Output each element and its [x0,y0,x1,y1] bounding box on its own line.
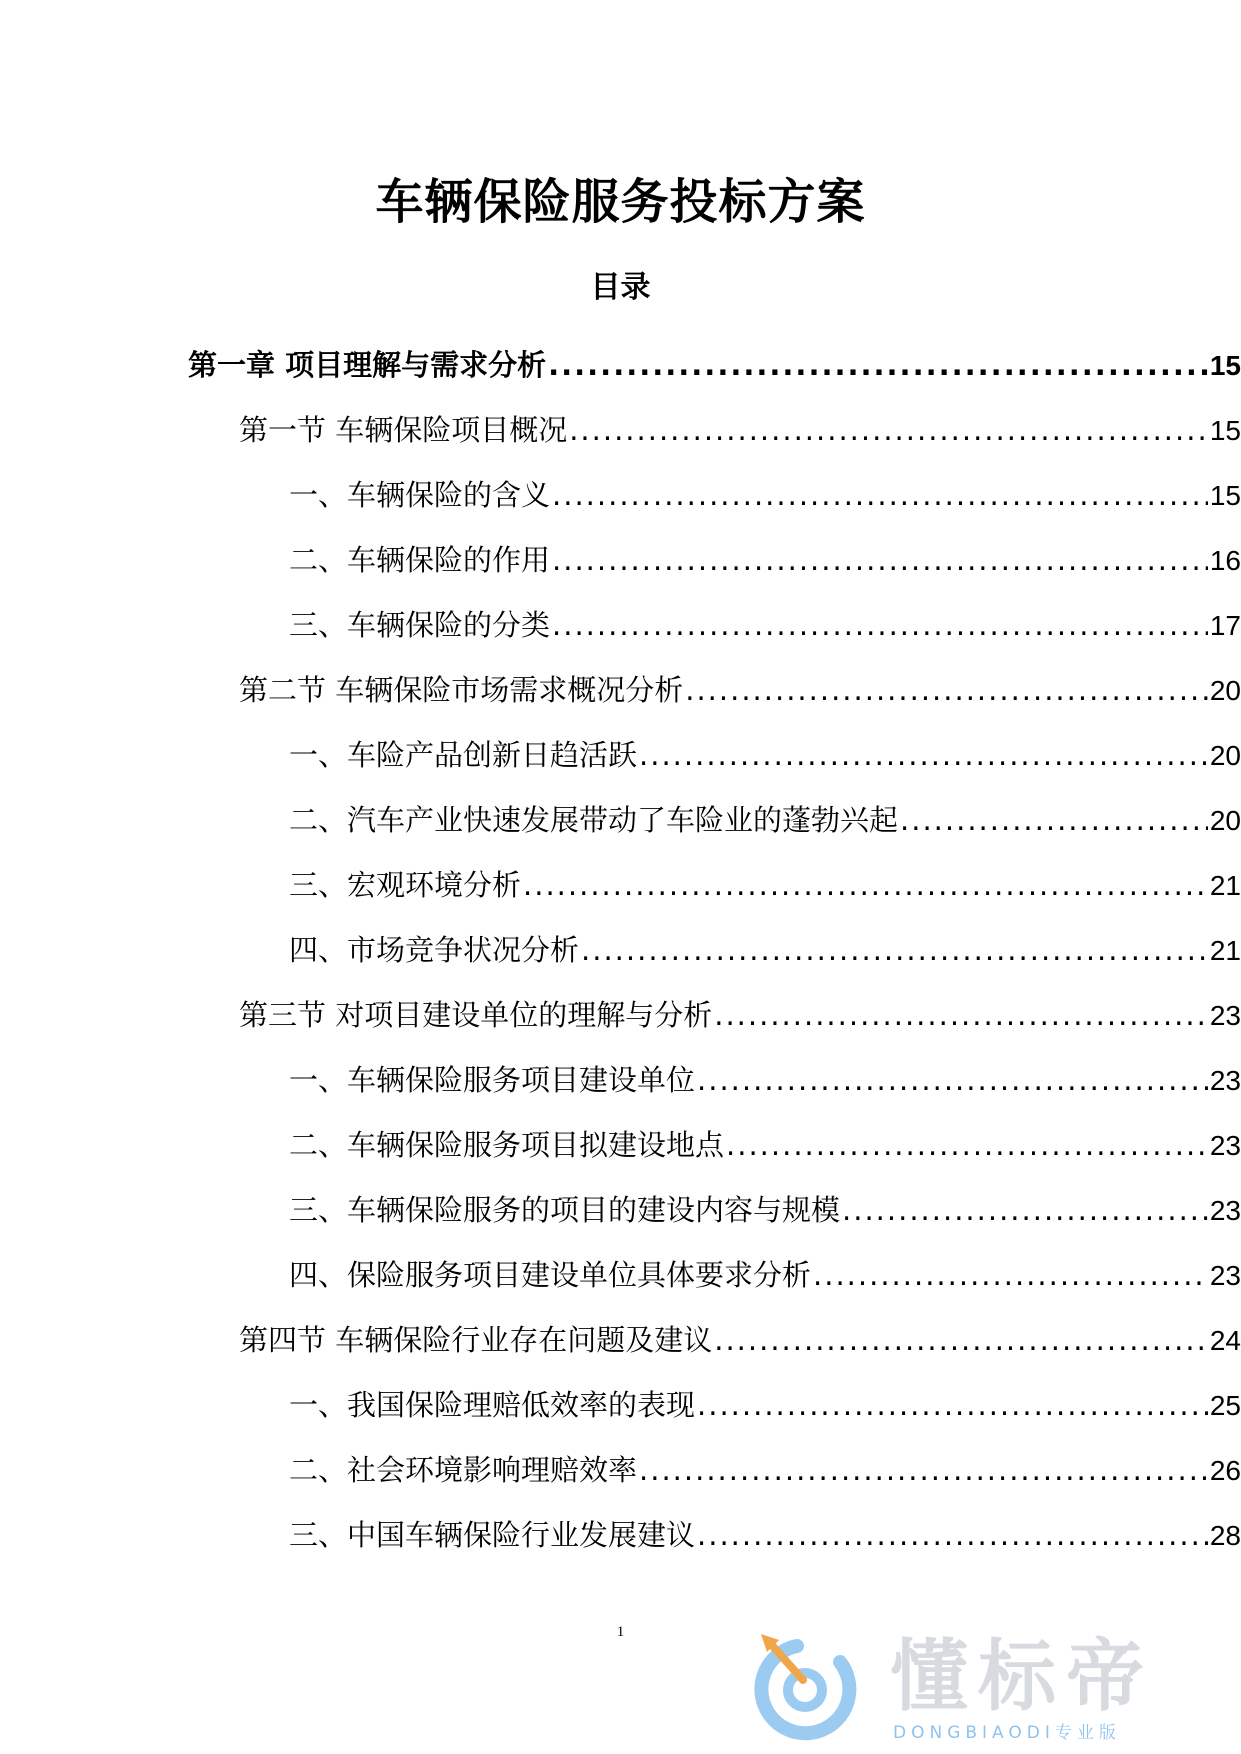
toc-entry-page: 26 [1209,1455,1241,1486]
dot-leader [639,736,1208,774]
toc-entry-page: 20 [1209,675,1241,706]
dot-leader [697,1516,1208,1554]
toc-entry-page: 23 [1209,1000,1241,1031]
toc-entry-page: 28 [1209,1520,1241,1551]
toc-entry-label: 第一节 车辆保险项目概况 [239,413,568,447]
dot-leader [900,801,1208,839]
toc-entry-label: 二、汽车产业快速发展带动了车险业的蓬勃兴起 [289,803,899,837]
toc-entry-label: 三、车辆保险服务的项目的建设内容与规模 [289,1193,841,1227]
toc-entry-page: 15 [1209,415,1241,446]
dot-leader [685,671,1208,709]
toc-entry-label: 一、我国保险理赔低效率的表现 [289,1388,696,1422]
toc-entry[interactable] [0,1308,1241,1373]
toc-entry-page: 21 [1209,935,1241,966]
toc-entry[interactable] [0,853,1241,918]
toc-entry[interactable] [0,528,1241,593]
toc-entry-page: 15 [1209,350,1241,381]
toc-entry[interactable] [0,398,1241,463]
toc-entry-label: 第三节 对项目建设单位的理解与分析 [239,998,713,1032]
toc-entry[interactable] [0,658,1241,723]
toc-entry[interactable] [0,1178,1241,1243]
toc-entry-page: 21 [1209,870,1241,901]
toc-entry-label: 二、社会环境影响理赔效率 [289,1453,638,1487]
dot-leader [639,1451,1208,1489]
toc-entry-page: 20 [1209,805,1241,836]
toc-entry-page: 15 [1209,480,1241,511]
toc-heading: 目录 [590,270,651,305]
toc-entry[interactable] [0,983,1241,1048]
dot-leader [842,1191,1208,1229]
dot-leader [523,866,1208,904]
dot-leader [548,346,1208,384]
toc-entry-page: 16 [1209,545,1241,576]
toc-entry-page: 23 [1209,1195,1241,1226]
toc-entry-label: 第一章 项目理解与需求分析 [188,348,547,382]
dot-leader [714,996,1208,1034]
toc-entry-label: 第二节 车辆保险市场需求概况分析 [239,673,684,707]
dot-leader [697,1386,1208,1424]
toc-entry[interactable] [0,1373,1241,1438]
toc-entry-page: 20 [1209,740,1241,771]
toc-entry[interactable] [0,1113,1241,1178]
toc-entry-label: 三、宏观环境分析 [289,868,522,902]
watermark-brand: 懂标帝 [890,1632,1155,1722]
toc-entry-label: 二、车辆保险服务项目拟建设地点 [289,1128,725,1162]
document-title: 车辆保险服务投标方案 [375,174,866,230]
toc-entry-page: 25 [1209,1390,1241,1421]
toc-entry[interactable] [0,1048,1241,1113]
watermark-subtitle: DONGBIAODI专业版 [893,1723,1121,1743]
toc-entry[interactable] [0,333,1241,398]
toc-entry[interactable] [0,463,1241,528]
toc-entry-label: 三、中国车辆保险行业发展建议 [289,1518,696,1552]
toc-entry-page: 17 [1209,610,1241,641]
table-of-contents [0,333,1241,1568]
dot-leader [581,931,1208,969]
toc-entry[interactable] [0,788,1241,853]
toc-entry-label: 一、车险产品创新日趋活跃 [289,738,638,772]
dot-leader [552,476,1208,514]
watermark [745,1630,1225,1750]
dot-leader [813,1256,1208,1294]
toc-entry-page: 23 [1209,1065,1241,1096]
toc-entry-page: 23 [1209,1130,1241,1161]
page-number: 1 [616,1624,625,1640]
toc-entry[interactable] [0,1438,1241,1503]
toc-entry-label: 三、车辆保险的分类 [289,608,551,642]
dot-leader [726,1126,1208,1164]
toc-entry-label: 二、车辆保险的作用 [289,543,551,577]
toc-entry[interactable] [0,1243,1241,1308]
toc-entry-label: 四、保险服务项目建设单位具体要求分析 [289,1258,812,1292]
target-arrow-icon [745,1630,865,1750]
toc-entry-label: 四、市场竞争状况分析 [289,933,580,967]
toc-entry[interactable] [0,723,1241,788]
toc-entry-label: 一、车辆保险服务项目建设单位 [289,1063,696,1097]
toc-entry[interactable] [0,593,1241,658]
toc-entry-label: 一、车辆保险的含义 [289,478,551,512]
dot-leader [714,1321,1208,1359]
toc-entry-page: 23 [1209,1260,1241,1291]
toc-entry-label: 第四节 车辆保险行业存在问题及建议 [239,1323,713,1357]
toc-entry[interactable] [0,1503,1241,1568]
dot-leader [697,1061,1208,1099]
toc-entry-page: 24 [1209,1325,1241,1356]
dot-leader [552,541,1208,579]
dot-leader [569,411,1208,449]
dot-leader [552,606,1208,644]
toc-entry[interactable] [0,918,1241,983]
